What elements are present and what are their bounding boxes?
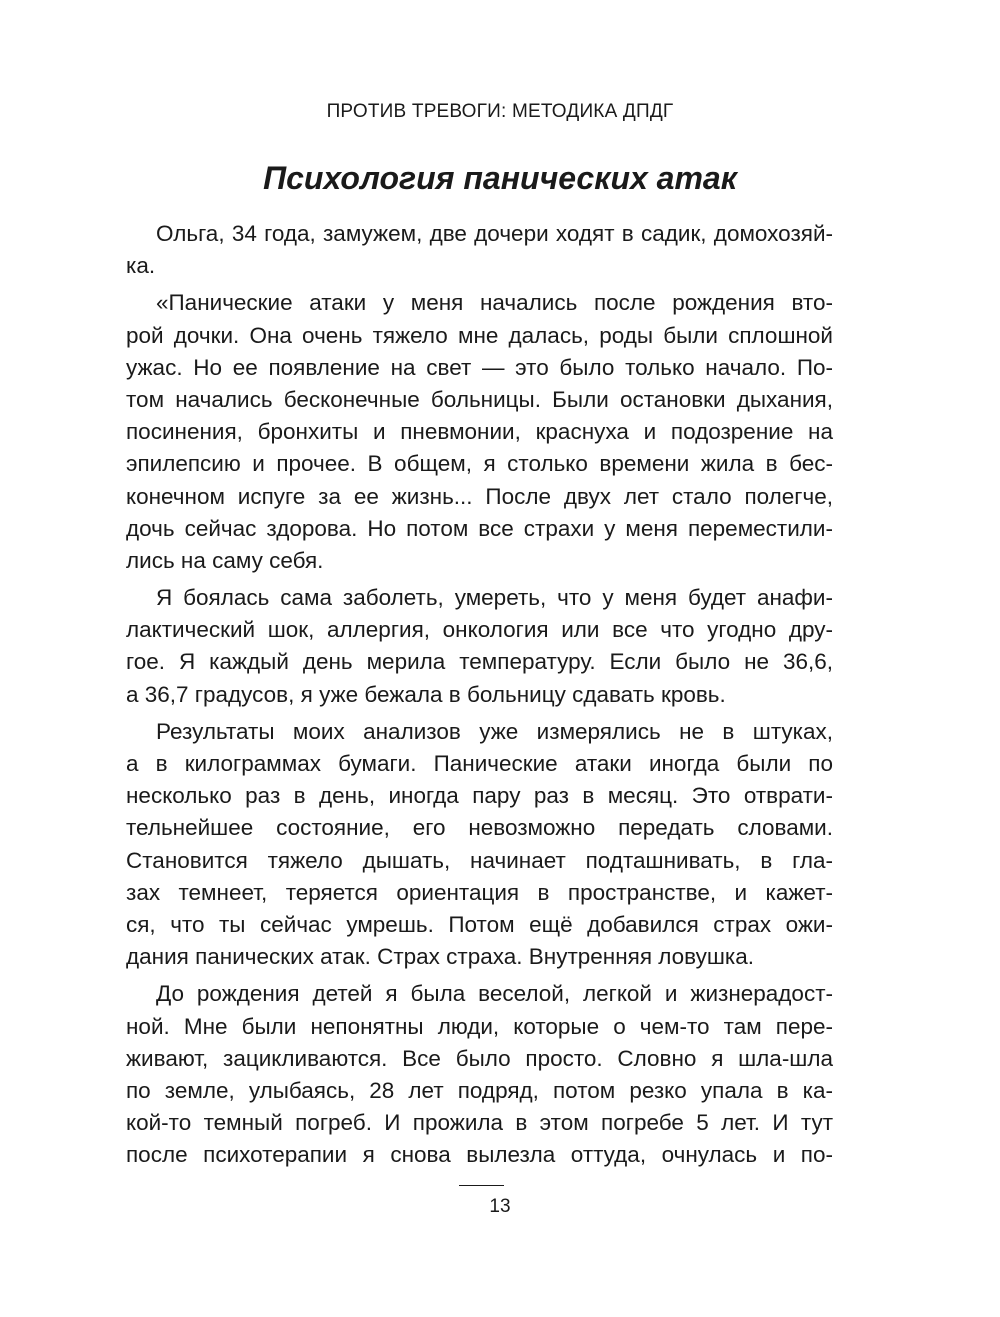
text-line: зах темнеет, теряется ориентация в пространстве, и кажет- [126, 879, 833, 905]
text-line: эпилепсию и прочее. В общем, я столько времени жила в бес- [126, 451, 833, 477]
text-line: дания панических атак. Страх страха. Внутренняя ловушка. [126, 944, 755, 970]
text-line: кой-то темный погреб. И прожила в этом погребе 5 лет. И тут [126, 1110, 833, 1136]
paragraph [126, 582, 833, 711]
text-line: а 36,7 градусов, я уже бежала в больницу сдавать кровь. [126, 681, 726, 707]
paragraph [126, 716, 833, 974]
text-line: гое. Я каждый день мерила температуру. Если было не 36,6, [126, 649, 833, 675]
text-line: конечном испуге за ее жизнь... После двух лет стало полегче, [126, 483, 833, 509]
text-line: посинения, бронхиты и пневмонии, краснуха и подозрение на [126, 419, 833, 445]
paragraph [126, 218, 833, 282]
page-number: 13 [489, 1196, 511, 1217]
text-line: ся, что ты сейчас умрешь. Потом ещё добавился страх ожи- [126, 911, 833, 937]
text-line: Ольга, 34 года, замужем, две дочери ходят в садик, домохозяй- [156, 221, 833, 246]
running-head: ПРОТИВ ТРЕВОГИ: МЕТОДИКА ДПДГ [326, 101, 674, 122]
text-line: по земле, улыбаясь, 28 лет подряд, потом резко упала в ка- [126, 1077, 833, 1103]
text-line: До рождения детей я была веселой, легкой и жизнерадост- [156, 981, 833, 1007]
text-line: живают, зацикливаются. Все было просто. Словно я шла-шла [126, 1045, 833, 1071]
text-line: тельнейшее состояние, его невозможно передать словами. [126, 815, 833, 841]
text-line: Становится тяжело дышать, начинает подташнивать, в гла- [126, 847, 833, 873]
body-text [126, 218, 833, 1171]
paragraph [126, 287, 833, 577]
text-line: рой дочки. Она очень тяжело мне далась, роды были сплошной [126, 322, 833, 348]
text-line: лись на саму себя. [126, 547, 324, 573]
text-line: ужас. Но ее появление на свет — это было только начало. По- [126, 354, 833, 380]
chapter-title: Психология панических атак [263, 160, 737, 196]
text-line: после психотерапии я снова вылезла оттуда, очнулась и по- [126, 1142, 833, 1168]
footer-rule [459, 1185, 504, 1186]
paragraph [126, 978, 833, 1171]
text-line: дочь сейчас здорова. Но потом все страхи у меня переместили- [126, 515, 833, 541]
text-line: том начались бесконечные больницы. Были остановки дыхания, [126, 386, 833, 412]
text-line: Результаты моих анализов уже измерялись не в штуках, [156, 718, 833, 744]
text-line: «Панические атаки у меня начались после рождения вто- [156, 290, 833, 316]
text-line: а в килограммах бумаги. Панические атаки иногда были по [126, 751, 833, 776]
text-line: Я боялась сама заболеть, умереть, что у меня будет анафи- [156, 585, 833, 611]
text-line: несколько раз в день, иногда пару раз в месяц. Это отврати- [126, 783, 833, 809]
text-line: лактический шок, аллергия, онкология или все что угодно дру- [126, 617, 833, 643]
text-line: ной. Мне были непонятны люди, которые о чем-то там пере- [126, 1013, 833, 1039]
text-line: ка. [126, 253, 156, 279]
